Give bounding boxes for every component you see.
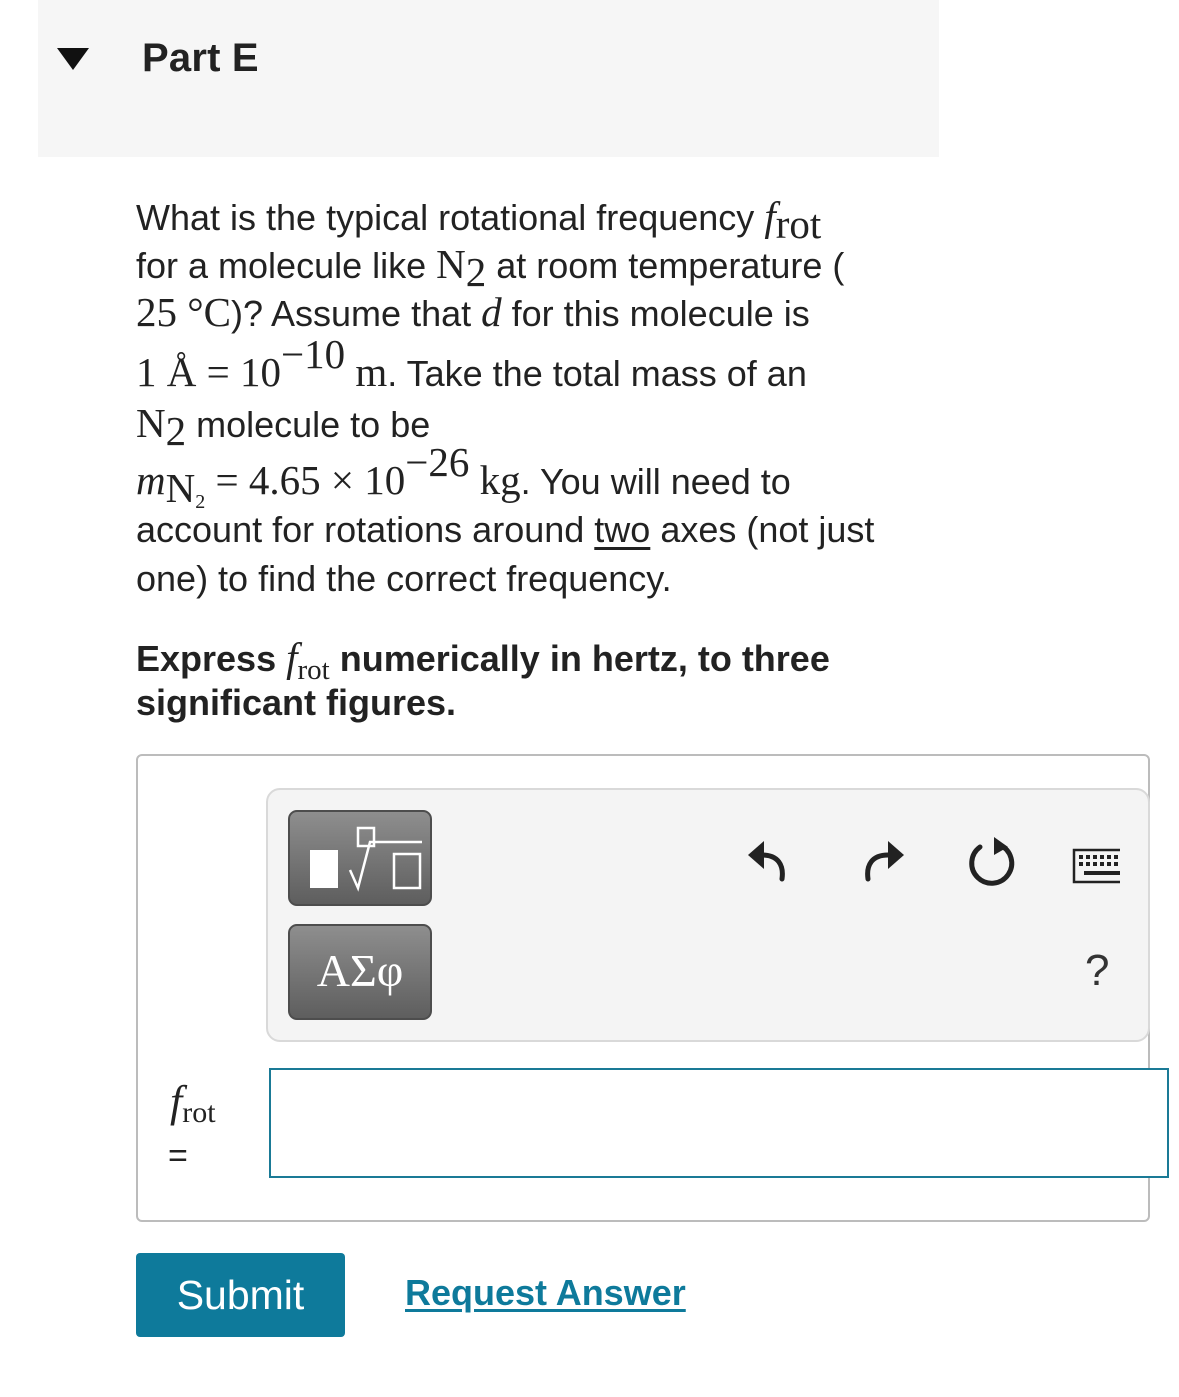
instruction-line-2: significant figures. [136, 682, 457, 723]
undo-icon[interactable] [744, 835, 792, 883]
answer-variable-label: frot [170, 1077, 216, 1129]
instruction-line-1: Express $f_{rot}$ numerically in hertz, to three [136, 634, 830, 686]
question-line-8: one) to find the correct frequency. [136, 558, 672, 599]
redo-icon[interactable] [860, 835, 908, 883]
question-line-2: for a molecule like N2 at room temperature ( [136, 241, 845, 295]
question-line-4: 1 Å = 10−10 m. Take the total mass of an [136, 331, 807, 395]
question-line-3: 25 °C)? Assume that d for this molecule is [136, 289, 810, 335]
help-icon[interactable]: ? [1085, 946, 1110, 995]
greek-symbols-button[interactable] [288, 924, 432, 1020]
collapse-triangle-icon[interactable] [57, 48, 89, 70]
greek-symbols-label: ΑΣφ [316, 945, 404, 996]
keyboard-icon[interactable] [1072, 848, 1120, 884]
part-title: Part E [142, 36, 259, 80]
reset-icon[interactable] [964, 835, 1020, 891]
submit-button[interactable]: Submit [136, 1253, 345, 1337]
templates-icon [290, 812, 430, 904]
question-line-1: What is the typical rotational frequency frot [136, 193, 822, 247]
answer-equals-sign: = [168, 1137, 188, 1175]
answer-input[interactable] [269, 1068, 1169, 1178]
templates-button[interactable] [288, 810, 432, 906]
question-line-7: account for rotations around two axes (not just [136, 509, 875, 550]
question-line-6: $mN_2 = 4.65 \times 10-26$ kg. You will need to [136, 439, 791, 513]
question-line-5: N2 molecule to be [136, 400, 431, 454]
request-answer-link[interactable]: Request Answer [405, 1272, 686, 1313]
